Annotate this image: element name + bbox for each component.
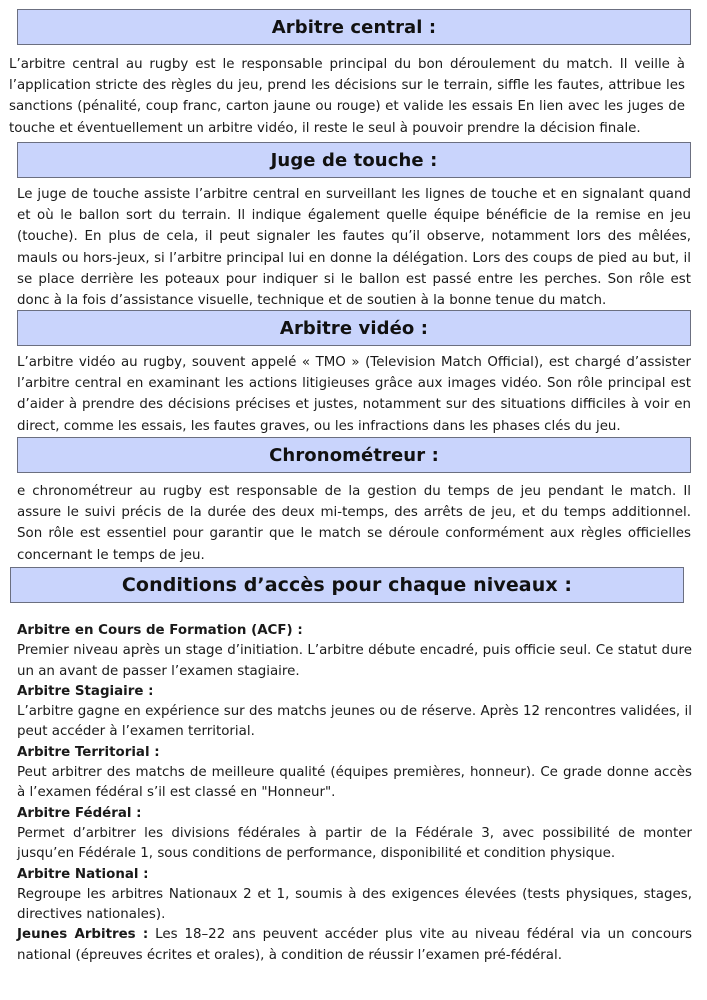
level-title: Arbitre Stagiaire :: [17, 683, 154, 699]
level-item-acf: [17, 621, 692, 682]
section-heading-juge-de-touche: Juge de touche :: [17, 142, 691, 178]
access-levels-list: [17, 621, 692, 966]
section-heading-chronometreur: Chronométreur :: [17, 437, 691, 473]
level-item-jeunes-arbitres: [17, 925, 692, 966]
level-title: Arbitre Fédéral :: [17, 805, 142, 821]
level-item-national: [17, 865, 692, 926]
level-description: Regroupe les arbitres Nationaux 2 et 1, soumis à des exigences élevées (tests physiques, stages, directives nationales).: [17, 886, 692, 923]
section-body-juge-de-touche: Le juge de touche assiste l’arbitre central en surveillant les lignes de touche et en signalant quand et où le ballon sort du terrain. Il indique également quelle équipe bénéficie de la remise en jeu (touche). En plus de cela, il peut signaler les fautes qu’il observe, notamment lors des mêlées, mauls ou hors-jeux, si l’arbitre principal lui en donne la délégation. Lors des coups de pied au but, il se place derrière les poteaux pour indiquer si le ballon est passé entre les perches. Son rôle est donc à la fois d’assistance visuelle, technique et de soutien à la bonne tenue du match.: [17, 187, 691, 309]
level-title: Arbitre Territorial :: [17, 744, 160, 760]
section-body-chronometreur: e chronométreur au rugby est responsable de la gestion du temps de jeu pendant le match. Il assure le suivi précis de la durée des deux mi-temps, des arrêts de jeu, et du temps additionnel. Son rôle est essentiel pour garantir que le match se déroule conformément aux règles officielles concernant le temps de jeu.: [17, 484, 691, 563]
section-heading-arbitre-central: Arbitre central :: [17, 9, 691, 45]
level-description: Premier niveau après un stage d’initiation. L’arbitre débute encadré, puis officie seul. Ce statut dure un an avant de passer l’examen stagiaire.: [17, 643, 692, 679]
level-description: L’arbitre gagne en expérience sur des matchs jeunes ou de réserve. Après 12 rencontres validées, il peut accéder à l’examen territorial.: [17, 704, 692, 740]
section-heading-arbitre-video: Arbitre vidéo :: [17, 310, 691, 346]
level-title: Arbitre en Cours de Formation (ACF) :: [17, 623, 303, 638]
section-heading-conditions-acces: Conditions d’accès pour chaque niveaux :: [10, 567, 684, 603]
section-body-arbitre-central: L’arbitre central au rugby est le responsable principal du bon déroulement du match. Il veille à l’application stricte des règles du jeu, prend les décisions sur le terrain, siffle les fautes, attribue les sanctions (pénalité, coup franc, carton jaune ou rouge) et valide les essais En lien avec les juges de touche et éventuellement un arbitre vidéo, il reste le seul à pouvoir prendre la décision finale.: [9, 57, 685, 136]
level-item-stagiaire: [17, 682, 692, 743]
level-description: Permet d’arbitrer les divisions fédérales à partir de la Fédérale 3, avec possibilité de monter jusqu’en Fédérale 1, sous conditions de performance, disponibilité et condition physique.: [17, 825, 692, 862]
level-description: Les 18–22 ans peuvent accéder plus vite au niveau fédéral via un concours national (épreuves écrites et orales), à condition de réussir l’examen pré-fédéral.: [17, 927, 693, 963]
level-title: Arbitre National :: [17, 866, 149, 882]
level-item-federal: [17, 804, 692, 865]
level-item-territorial: [17, 743, 692, 804]
level-description: Peut arbitrer des matchs de meilleure qualité (équipes premières, honneur). Ce grade donne accès à l’examen fédéral s’il est classé en "Honneur".: [17, 765, 692, 801]
level-title: Jeunes Arbitres :: [17, 927, 149, 943]
section-body-arbitre-video: L’arbitre vidéo au rugby, souvent appelé « TMO » (Television Match Official), est chargé d’assister l’arbitre central en examinant les actions litigieuses grâce aux images vidéo. Son rôle principal est d’aider à prendre des décisions précises et justes, notamment sur des situations difficiles à voir en direct, comme les essais, les fautes graves, ou les infractions dans les phases clés du jeu.: [17, 355, 691, 434]
